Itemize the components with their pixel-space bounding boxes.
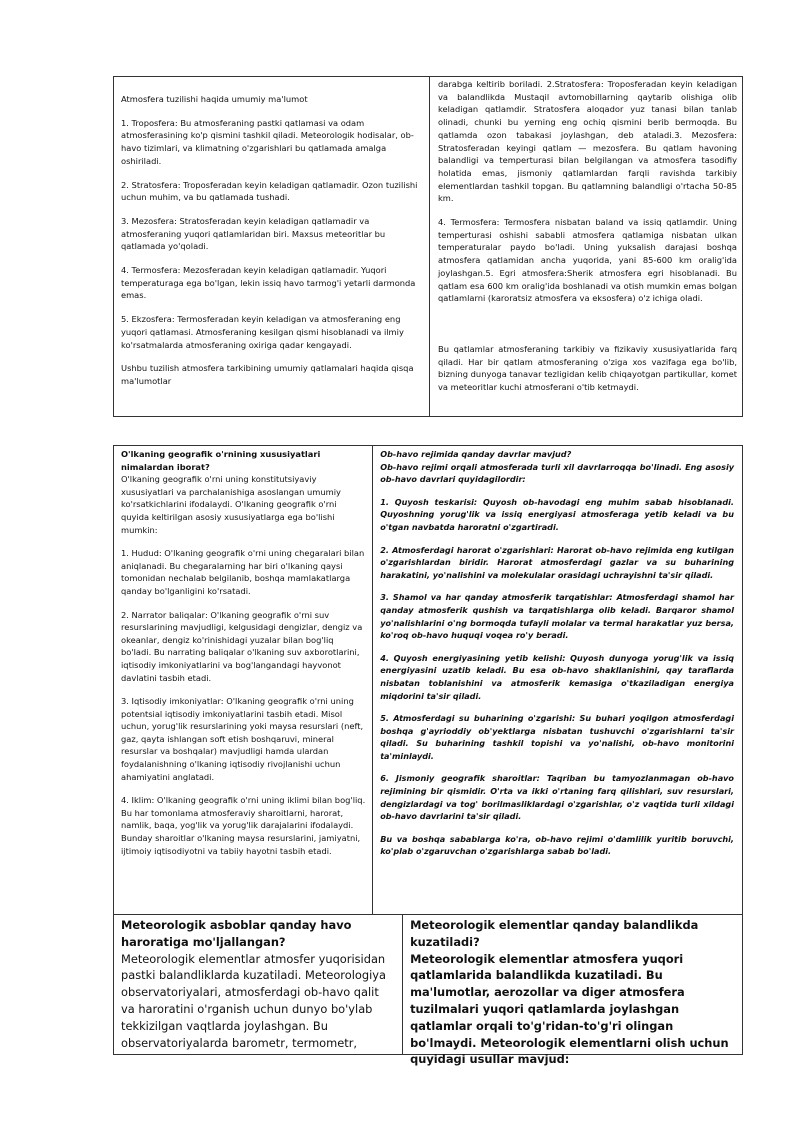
thermosphere-paragraph: 4. Termosfera: Mezosferadan keyin keladigan qatlamadir. Yuqori temperaturaga ega bo'lgan, lekin issiq havo tarmog'i yetarli darmonda emas.	[121, 265, 416, 301]
elements-body: Meteorologik elementlar atmosfera yuqori qatlamlarida balandlikda kuzatiladi. Bu ma'lumotlar, aerozollar va diger atmosfera tuzilmalari yuqori qatlamlarda joylashgan qatlamlar orqali to'g'ridan-to'g'ri olingan bo'lmaydi. Meteorologik elementlarni olish uchun quyidagi usullar mavjud:	[410, 951, 729, 1067]
stratosphere-mesosphere-paragraph: darabga keltirib boriladi. 2.Stratosfera: Troposferadan keyin keladigan va balandlikda Mustaqil avtomobillarning qaytarib olishiga olib keladigan qatlamdir. Stratosfera aloqador yuz tanasi bilan tanlab olinadi, chunki bu yerning eng ochiq qismini berib bermoqda. Bu qatlamda ozon tabakasi joylashgan, deb ataladi.3. Mezosfera: Stratosferadan keyingi qatlam — mezosfera. Bu qatlam havoning balandligi va temperturasi bilan belgilangan va atmosfera tasodifiy holatida emas, jismoniy qatlamlardan farqli ravishda tarkibiy elementlardan tashkil topgan. Bu qatlamning balandligi o'rtacha 50-85 km.	[438, 79, 737, 204]
atmosphere-left-cell	[114, 77, 429, 416]
atmosphere-structure-table	[113, 76, 743, 417]
elements-question: Meteorologik elementlar qanday balandlikda kuzatiladi?	[410, 918, 699, 949]
instruments-question: Meteorologik asboblar qanday havo haroratiga mo'ljallangan?	[121, 918, 352, 949]
atmosphere-right-cell	[429, 77, 742, 416]
physical-geography-paragraph: 6. Jismoniy geografik sharoitlar: Taqriban bu tamyozlanmagan ob-havo rejimining bir qismidir. O'rta va ikki o'rtaning farq qilishlari, suv resurslari, dengizlardagi va tog' borilmasliklardagi o'zgarishlar, o'z vaqtida turli xildagi ob-havo davrlarini ta'sir qiladi.	[380, 773, 734, 822]
solar-paragraph: 1. Quyosh teskarisi: Quyosh ob-havodagi eng muhim sabab hisoblanadi. Quyoshning yorug'lik va issiq energiyasi atmosferaga yetib keladi va bu o'tgan navbatda haroratni o'zgartiradi.	[380, 496, 734, 532]
geography-intro: O'lkaning geografik o'rni uning konstitutsiyaviy xususiyatlari va parchalanishiga asoslangan umumiy ko'rsatkichlarini ifodalaydi. O'lkaning geografik o'rni quyida keltirilgan asosiy xususiyatlarga ega bo'lishi mumkin:	[121, 474, 341, 535]
meteorology-table	[113, 914, 743, 1067]
geography-weather-table	[113, 445, 743, 915]
stratosphere-paragraph: 2. Stratosfera: Troposferadan keyin keladigan qatlamadir. Ozon tuzilishi uchun muhim, va bu qatlamada tushadi.	[121, 179, 418, 203]
territory-paragraph: 1. Hudud: O'lkaning geografik o'rni uning chegaralari bilan aniqlanadi. Bu chegaralarning har biri o'lkaning qaysi tomonidan nechalab belgilanib, boshqa mamlakatlarga qanday bo'lganligini ko'rsatadi.	[121, 548, 365, 596]
summary-paragraph: Ushbu tuzilish atmosfera tarkibining umumiy qatlamalari haqida qisqa ma'lumotlar	[121, 363, 414, 386]
economic-opportunities-paragraph: 3. Iqtisodiy imkoniyatlar: O'lkaning geografik o'rni uning potentsial iqtisodiy imkoniyatlarini tasbih etadi. Misol uchun, yorug'lik resurslarining yoki maysa resurslari (neft, gaz, qayta ishlangan soft etish boshqaruvi, mineral resurslar va boshqalar) mavjudligi hamda ulardan foydalanishning o'lkaning iqtisodiy rivojlanishi uchun ahamiyatini anglatadi.	[121, 696, 364, 782]
water-resources-paragraph: 2. Narrator baliqalar: O'lkaning geografik o'rni suv resurslarining mavjudligi, kelgusidagi dengizlar, dengiz va okeanlar, dengiz ko'rinishidagi yuzalar bilan bog'liq bo'ladi. Bu narrating baliqalar o'lkaning suv axborotlarini, iqtisodiy imkoniyatlarini va bog'langandagi hayvonot davlatini tasbih etadi.	[121, 609, 363, 683]
instruments-cell	[114, 915, 402, 1054]
solar-energy-paragraph: 4. Quyosh energiyasining yetib kelishi: Quyosh dunyoga yorug'lik va issiq energiyasini uzatib keladi. Bu esa ob-havo shakllanishini, qay taraflarda nisbatan toblanishini va atmosferik kemasiga o'tkaziladigan energiya miqdorini ta'sir qiladi.	[380, 652, 734, 701]
weather-question: Ob-havo rejimida qanday davrlar mavjud?	[380, 449, 572, 459]
weather-conclusion-paragraph: Bu va boshqa sabablarga ko'ra, ob-havo rejimi o'damlilik yuritib boruvchi, ko'plab o'zgaruvchan o'zgarishlarga sabab bo'ladi.	[380, 833, 734, 857]
weather-regime-cell	[372, 446, 742, 914]
climate-paragraph: 4. Iklim: O'lkaning geografik o'rni uning iklimi bilan bog'liq. Bu har tomonlama atmosferaviy sharoitlarni, harorat, namlik, baqa, yog'lik va yorug'lik darajalarini ifodalaydi. Bunday sharoitlar o'lkaning maysa resurslarini, jamiyatni, ijtimoiy iqtisodiyotni va tabiiy hayotni tasbih etadi.	[121, 795, 366, 856]
geography-question: O'lkaning geografik o'rnining xususiyatlari nimalardan iborat?	[121, 449, 321, 472]
layers-conclusion-paragraph: Bu qatlamlar atmosferaning tarkibiy va fizikaviy xususiyatlarida farq qiladi. Har bir qatlam atmosferaning o'ziga xos vazifaga ega bo'lib, bizning dunyoga tanavar tezligidan kelib chiqayotgan partikullar, komet va meteoritlar kuchi atmosferani o'tib ketmaydi.	[438, 343, 737, 393]
temperature-paragraph: 2. Atmosferdagi harorat o'zgarishlari: Harorat ob-havo rejimida eng kutilgan o'zgarishlardan biridir. Harorat atmosferdagi gazlar va su buharining harakatini, yo'nalishini va molekulalar orasidagi uchrayishni ta'sir qiladi.	[380, 544, 734, 580]
wind-paragraph: 3. Shamol va har qanday atmosferik tarqatishlar: Atmosferdagi shamol har qanday atmosferik qushish va tarqatishlarga olib keladi. Barqaror shamol yo'nalishlarini o'ng bormoqda tufayli molalar va termal harakatlar yuz bersa, ko'roq ob-havo huquqi voqea ro'y beradi.	[380, 592, 734, 641]
exosphere-paragraph: 5. Ekzosfera: Termosferadan keyin keladigan va atmosferaning eng yuqori qatlamasi. Atmosferaning kesilgan qismi hisoblanadi va ilmiy ko'rsatmalarda atmosferaning oxiriga qadar kengayadi.	[121, 314, 404, 350]
weather-intro: Ob-havo rejimi orqali atmosferada turli xil davrlarroqqa bo'linadi. Eng asosiy ob-havo davrlari quyidagilordir:	[380, 461, 734, 485]
thermosphere-exosphere-paragraph: 4. Termosfera: Termosfera nisbatan baland va issiq qatlamdir. Uning temperturasi oshishi sababli atmosfera qatlamiga nisbatan ulkan temperaturalar paydo bo'ladi. Uning yuksalish darajasi boshqa atmosfera qatlamidan ancha yuqorida, yani 85-600 km oralig'ida joylashgan.5. Egri atmosfera:Sherik atmosfera egri hisoblanadi. Bu qatlam esa 600 km oralig'ida boshlanadi va otish mumkin emas bolgan qatlamlarni (karoratsiz atmosfera va eksosfera) o'z ichiga oladi.	[438, 217, 737, 304]
elements-altitude-cell	[402, 915, 742, 1067]
water-vapor-paragraph: 5. Atmosferdagi su buharining o'zgarishi: Su buhari yoqilgon atmosferdagi boshqa g'ayrioddiy ob'yektlarga nisbatan tushuvchi o'zgarishlarni ta'sir qiladi. Su buharining tashkil topishi va yo'nalishi, ob-havo monitorini ta'minlaydi.	[380, 713, 734, 761]
geography-cell	[114, 446, 372, 914]
atmosphere-title: Atmosfera tuzilishi haqida umumiy ma'lumot	[121, 94, 308, 104]
mesosphere-paragraph: 3. Mezosfera: Stratosferadan keyin keladigan qatlamadir va atmosferaning yuqori qatlamlaridan biri. Maxsus meteoritlar bu qatlamada yo'qoladi.	[121, 215, 386, 252]
instruments-body: Meteorologik elementlar atmosfer yuqorisidan pastki balandliklarda kuzatiladi. Meteorologiya observatoriyalari, atmosferdagi ob-havo qalit va haroratini o'rganish uchun dunyo bo'ylab tekkizilgan vaqtlarda joylashgan. Bu observatoriyalarda barometr, termometr,	[121, 951, 386, 1050]
troposphere-paragraph: 1. Troposfera: Bu atmosferaning pastki qatlamasi va odam atmosferasining ko'p qismini tashkil qiladi. Meteorologik hodisalar, ob-havo tizimlari, va klimatning o'zgarishlari bu qatlamada amalga oshiriladi.	[121, 117, 414, 166]
